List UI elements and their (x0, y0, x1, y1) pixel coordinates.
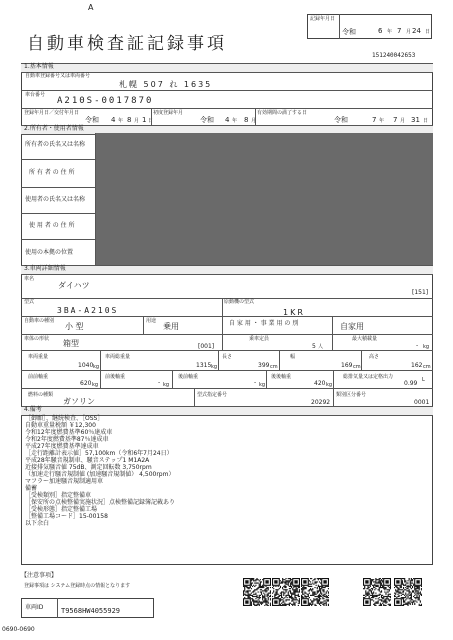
width-value: 169 (341, 362, 353, 369)
initial-reg-month-unit: 月 (251, 118, 257, 124)
col-line (266, 370, 267, 388)
rear-axle-value: 420 (314, 380, 326, 387)
first-reg-era: 令和 (85, 116, 99, 124)
chassis-value: A210S-0017870 (57, 96, 154, 106)
expiry-day-unit: 日 (423, 118, 429, 124)
first-reg-month-unit: 月 (134, 118, 140, 124)
remark-line: 以下余白 (25, 520, 50, 527)
qr-code-4 (363, 578, 391, 606)
capacity-unit: 人 (318, 344, 324, 350)
body-code: [001] (198, 343, 215, 350)
col-line (100, 370, 101, 388)
height-unit: cm (423, 364, 431, 370)
page-code: 0690-0690 (2, 626, 35, 633)
capacity-label: 乗車定員 (249, 336, 270, 342)
maker-label: 車名 (24, 276, 35, 282)
max-load-unit: kg (423, 344, 430, 350)
rear-axle-unit: kg (326, 382, 333, 388)
use-label: 用途 (146, 318, 157, 324)
col-line (100, 350, 101, 370)
weight-label: 車両重量 (28, 354, 49, 360)
section-basic-header (21, 63, 433, 73)
vehicle-id-divider (57, 598, 58, 618)
displacement-unit: L (422, 377, 425, 383)
reg-number-value: 札幌 507 れ 1635 (119, 80, 213, 89)
remark-line: ［受検類別］指定整備車 (25, 492, 92, 499)
engine-value: 1KR (283, 308, 305, 317)
col-line (332, 334, 333, 350)
section-owner-title: 2.所有者・使用者情報 (24, 125, 84, 132)
row-line (21, 159, 96, 160)
row-line (21, 90, 433, 91)
max-load-label: 最大積載量 (352, 336, 378, 342)
remark-line: 平成28年騒音規制車、騒音ステップ1 M1A2A (25, 457, 150, 464)
expiry-label: 有効期間の満了する日 (257, 110, 308, 116)
displacement-value: 0.99 (404, 380, 418, 387)
vehicle-id-label: 車両ID (25, 604, 44, 611)
expiry-era: 令和 (334, 116, 348, 124)
chassis-label: 車台番号 (25, 92, 46, 98)
length-label: 長さ (222, 354, 233, 360)
first-reg-year-unit: 年 (118, 118, 124, 124)
record-date-month-unit: 月 (406, 29, 412, 35)
row-line (21, 187, 96, 188)
first-reg-month: 8 (127, 116, 132, 124)
section-vehicle-header (21, 265, 433, 275)
business-value: 自家用 (340, 322, 364, 331)
displacement-label: 総排気量又は定格出力 (343, 374, 394, 380)
vehicle-id-value: T9568HW4055929 (61, 607, 121, 615)
col-line (255, 108, 256, 125)
initial-reg-label: 初度登録年月 (153, 110, 184, 116)
remark-line: ［整備工場コード］15-00158 (25, 513, 108, 520)
maker-value: ダイハツ (58, 281, 90, 290)
row-line (21, 334, 433, 335)
record-date-day-unit: 日 (425, 29, 431, 35)
kind-label: 自動車の種別 (24, 318, 55, 324)
qr-code-5 (394, 578, 422, 606)
remark-line: 近接排気騒音値 75dB、測定回転数 3,750rpm (25, 464, 152, 471)
owner-name-label: 所有者の氏名又は名称 (25, 141, 86, 148)
expiry-year: 7 (372, 116, 377, 124)
row-line (21, 108, 433, 109)
model-value: 3BA-A210S (57, 306, 119, 315)
max-load-value: - (416, 342, 419, 349)
record-date-year: 6 (378, 27, 383, 35)
front-rear-axle-label: 前後軸重 (105, 374, 126, 380)
remark-line: 備蓄 (25, 485, 38, 492)
expiry-day: 31 (411, 116, 420, 124)
front-axle-label: 前前軸重 (28, 374, 49, 380)
col-line (332, 316, 333, 334)
remark-line: 自動車重量税額 ￥12,300 (25, 422, 96, 429)
type-designation-label: 型式指定番号 (197, 392, 228, 398)
col-line (95, 133, 96, 265)
rear-axle-label: 後後軸重 (271, 374, 292, 380)
row-line (21, 239, 96, 240)
record-date-year-unit: 年 (387, 29, 393, 35)
remark-line: ［受検形態］指定整備工場 (25, 506, 98, 513)
first-reg-year: 4 (111, 116, 116, 124)
first-reg-day: 1 (142, 116, 147, 124)
owner-address-label: 所 有 者 の 住 所 (29, 169, 75, 176)
row-line (21, 316, 433, 317)
qr-code-2 (272, 578, 300, 606)
expiry-month: 7 (393, 116, 398, 124)
notice-text: 登録事項は システム登録時点の情報となります (24, 583, 131, 589)
record-date-label: 記録年月日 (310, 16, 336, 22)
user-address-label: 使 用 者 の 住 所 (29, 222, 75, 229)
gross-weight-unit: kg (211, 364, 218, 370)
expiry-year-unit: 年 (379, 118, 385, 124)
row-line (21, 370, 433, 371)
body-label: 車体の形状 (24, 336, 50, 342)
notice-title: 【注意事項】 (21, 572, 58, 579)
document-number: 151240042653 (372, 52, 416, 59)
fuel-value: ガソリン (63, 397, 95, 406)
user-name-label: 使用者の氏名又は名称 (25, 196, 86, 203)
section-remarks-title: 4.備考 (24, 406, 42, 413)
front-axle-unit: kg (92, 382, 99, 388)
row-line (21, 388, 433, 389)
initial-reg-month: 8 (244, 116, 249, 124)
col-line (279, 350, 280, 370)
col-line (333, 388, 334, 406)
record-date-month: 7 (397, 27, 402, 35)
capacity-value: 5 (312, 343, 316, 350)
front-rear-axle-unit: kg (163, 382, 170, 388)
type-designation-value: 20292 (311, 399, 331, 406)
record-date-divider (339, 14, 340, 39)
section-basic-title: 1.基本情報 (24, 63, 54, 70)
col-line (222, 298, 223, 316)
engine-label: 原動機の型式 (224, 299, 255, 305)
reg-number-label: 自動車登録番号又は車両番号 (25, 73, 91, 79)
col-line (143, 316, 144, 334)
body-value: 箱型 (63, 339, 79, 348)
maker-code: [151] (412, 289, 429, 296)
remark-line: マフラー加速騒音規制適用車 (25, 478, 104, 485)
col-line (333, 370, 334, 388)
business-label: 自 家 用 ・ 事 業 用 の 別 (229, 320, 299, 327)
col-line (361, 350, 362, 370)
width-unit: cm (353, 364, 361, 370)
width-label: 幅 (290, 354, 296, 360)
remark-line: 平成27年度燃費基準達成車 (25, 443, 99, 450)
col-line (218, 350, 219, 370)
row-line (21, 213, 96, 214)
rear-front-axle-value: - (254, 379, 257, 386)
front-rear-axle-value: - (158, 379, 161, 386)
base-location-label: 使用の本拠の位置 (25, 249, 74, 256)
section-vehicle-title: 3.車両詳細情報 (24, 265, 66, 272)
initial-reg-year-unit: 年 (232, 118, 238, 124)
category-label: 類別区分番号 (336, 392, 367, 398)
col-line (151, 108, 152, 125)
initial-reg-era: 令和 (200, 116, 214, 124)
record-date-era: 令和 (342, 28, 356, 36)
model-label: 型式 (24, 299, 35, 305)
height-label: 高さ (369, 354, 380, 360)
col-line (222, 334, 223, 350)
row-line (21, 350, 433, 351)
remark-line: （加速走行騒音規制値 (加速騒音規制値） 4,500rpm） (25, 471, 175, 478)
col-line (194, 388, 195, 406)
first-reg-label: 登録年月日／交付年月日 (24, 110, 80, 116)
qr-code-3 (301, 578, 329, 606)
category-value: 0001 (414, 399, 430, 406)
first-reg-day-unit: 日 (148, 118, 154, 124)
remark-line: ［保安所の点検整備実施状況］点検整備記録簿記載あり (25, 499, 176, 506)
remark-line: 令和12年度燃費基準60％達成車 (25, 429, 113, 436)
record-date-day: 24 (412, 27, 421, 35)
qr-code-1 (243, 578, 271, 606)
front-axle-value: 620 (80, 380, 92, 387)
remark-line: 令和2年度燃費基準87％達成車 (25, 436, 109, 443)
weight-unit: kg (93, 364, 100, 370)
expiry-month-unit: 月 (400, 118, 406, 124)
remark-line: ［御願］、継続検査、［OSS］ (25, 415, 104, 422)
col-line (172, 370, 173, 388)
use-value: 乗用 (163, 322, 179, 331)
rear-front-axle-unit: kg (259, 382, 266, 388)
kind-value: 小 型 (65, 322, 84, 331)
rear-front-axle-label: 後前軸重 (178, 374, 199, 380)
remark-line: ［走行距離計表示値］57,100km（令和6年7月24日） (25, 450, 173, 457)
corner-mark: A (88, 3, 94, 12)
gross-weight-value: 1315 (196, 362, 212, 369)
fuel-label: 燃料の種類 (28, 392, 54, 398)
redacted-owner-info (96, 133, 433, 265)
gross-weight-label: 車両総重量 (105, 354, 131, 360)
document-title: 自動車検査証記録事項 (27, 34, 227, 54)
length-unit: cm (270, 364, 278, 370)
length-value: 399 (258, 362, 270, 369)
col-line (222, 316, 223, 334)
initial-reg-year: 4 (225, 116, 230, 124)
height-value: 162 (411, 362, 423, 369)
weight-value: 1040 (78, 362, 94, 369)
